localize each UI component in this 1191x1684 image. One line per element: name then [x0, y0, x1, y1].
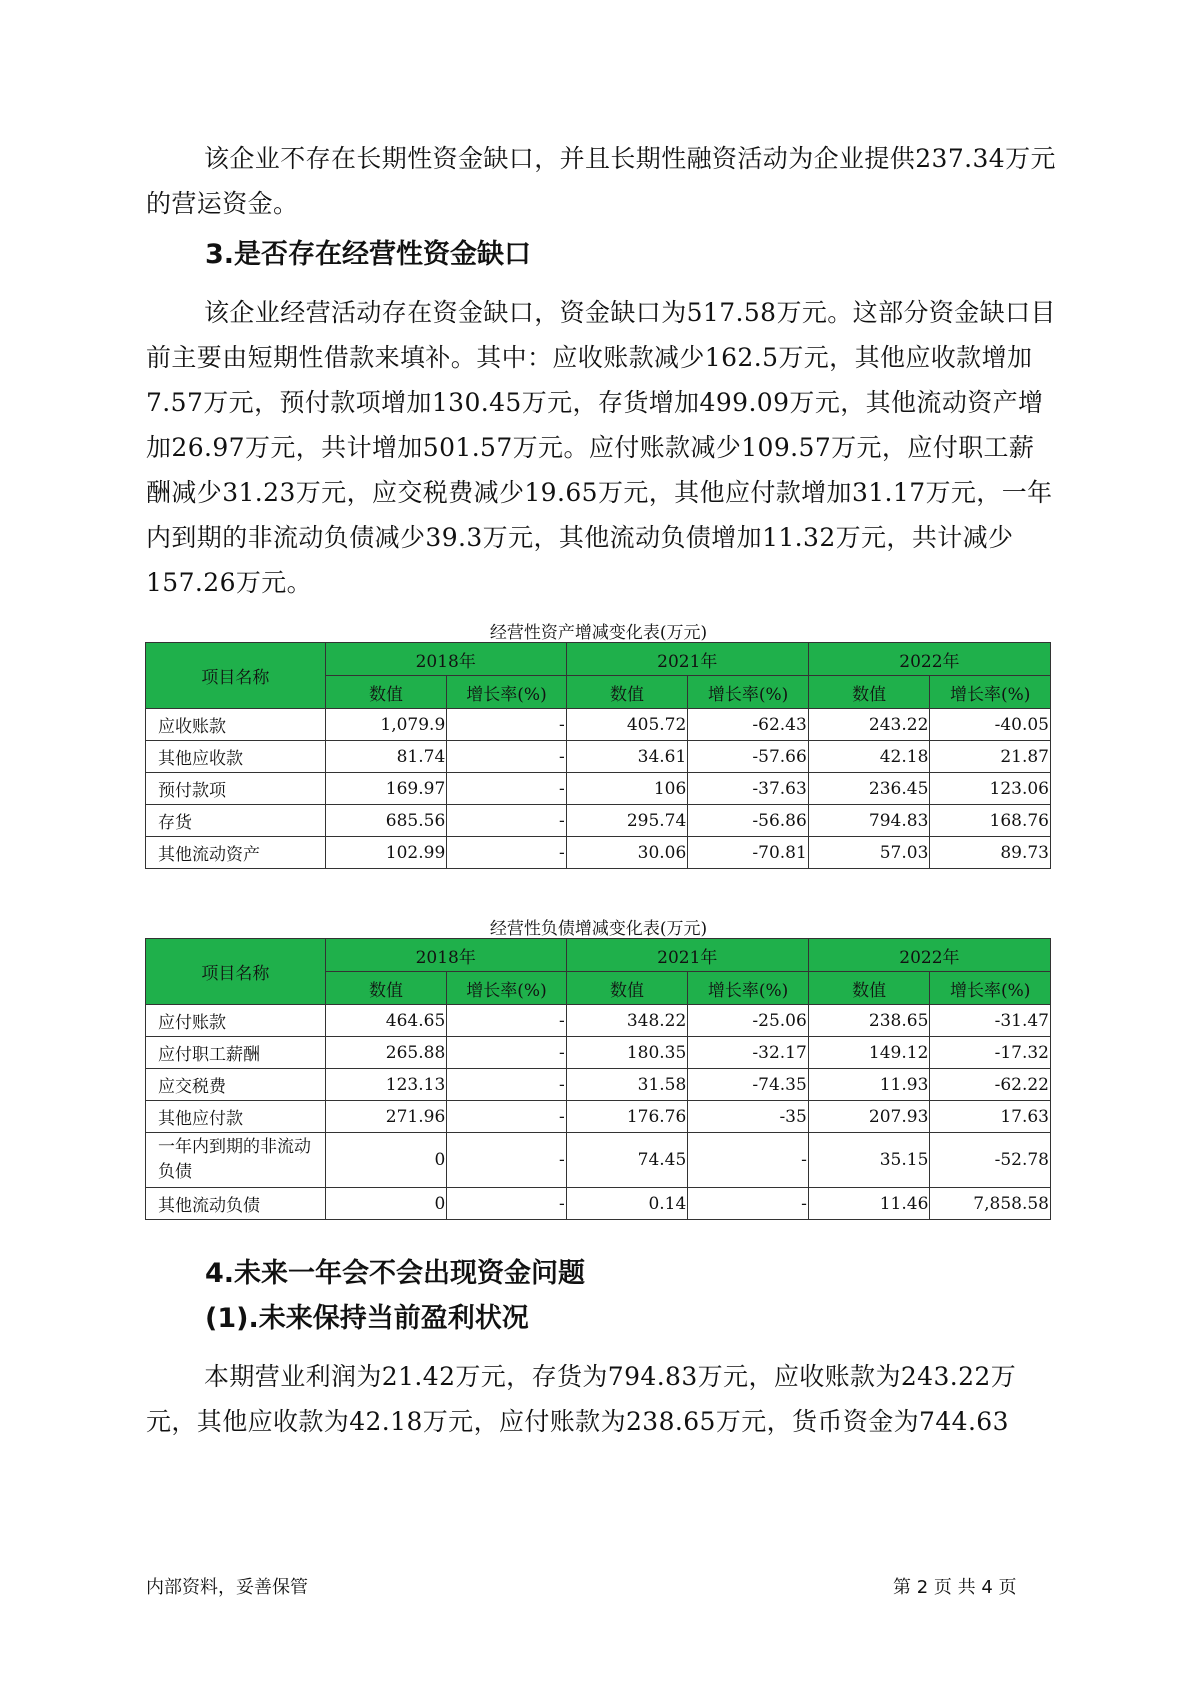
footer-confidential: 内部资料，妥善保管 — [146, 1577, 308, 1598]
header-value: 数值 — [566, 676, 688, 709]
liability-change-table — [145, 938, 1051, 1220]
table-cell: - — [447, 1005, 566, 1037]
header-growth: 增长率(%) — [930, 972, 1051, 1005]
footer-page-number: 第 2 页 共 4 页 — [893, 1577, 1017, 1598]
header-year-2018: 2018年 — [325, 939, 566, 972]
table-row — [146, 773, 1051, 805]
table-cell: 243.22 — [808, 709, 930, 741]
table-row — [146, 1005, 1051, 1037]
table-cell: 74.45 — [566, 1133, 688, 1188]
table-cell: 21.87 — [930, 741, 1051, 773]
header-value: 数值 — [566, 972, 688, 1005]
header-value: 数值 — [325, 676, 447, 709]
table-row — [146, 1101, 1051, 1133]
table-cell: 265.88 — [325, 1037, 447, 1069]
table-cell: 31.58 — [566, 1069, 688, 1101]
row-label: 其他应收款 — [146, 741, 326, 773]
table-cell: 106 — [566, 773, 688, 805]
table-cell: 176.76 — [566, 1101, 688, 1133]
header-growth: 增长率(%) — [930, 676, 1051, 709]
table-cell: 464.65 — [325, 1005, 447, 1037]
table-cell: - — [447, 741, 566, 773]
row-label: 应收账款 — [146, 709, 326, 741]
table-cell: -56.86 — [688, 805, 809, 837]
table-cell: 102.99 — [325, 837, 447, 869]
table-cell: 0 — [325, 1188, 447, 1220]
header-growth: 增长率(%) — [688, 972, 809, 1005]
table-row — [146, 741, 1051, 773]
table-cell: 30.06 — [566, 837, 688, 869]
table-cell: - — [688, 1133, 809, 1188]
table-cell: 123.13 — [325, 1069, 447, 1101]
table-cell: 42.18 — [808, 741, 930, 773]
table-cell: 180.35 — [566, 1037, 688, 1069]
table-cell: 207.93 — [808, 1101, 930, 1133]
header-year-2022: 2022年 — [808, 643, 1050, 676]
table-cell: 794.83 — [808, 805, 930, 837]
table-cell: 123.06 — [930, 773, 1051, 805]
header-year-2022: 2022年 — [808, 939, 1050, 972]
table-cell: - — [447, 773, 566, 805]
table-cell: - — [447, 709, 566, 741]
row-label: 其他流动负债 — [146, 1188, 326, 1220]
heading-current-profit: (1).未来保持当前盈利状况 — [205, 1303, 529, 1334]
row-label: 其他应付款 — [146, 1101, 326, 1133]
paragraph-operating-gap: 该企业经营活动存在资金缺口，资金缺口为517.58万元。这部分资金缺口目前主要由短期性借款来填补。其中：应收账款减少162.5万元，其他应收款增加7.57万元，预付款项增加130.45万元，存货增加499.09万元，其他流动资产增加26.97万元，共计增加501.57万元。应付账款减少109.57万元，应付职工薪酬减少31.23万元，应交税费减少19.65万元，其他应付款增加31.17万元，一年内到期的非流动负债减少39.3万元，其他流动负债增加11.32万元，共计减少157.26万元。 — [146, 298, 1056, 597]
table-cell: - — [447, 837, 566, 869]
table-cell: -17.32 — [930, 1037, 1051, 1069]
table-row — [146, 805, 1051, 837]
row-label: 其他流动资产 — [146, 837, 326, 869]
table-cell: - — [447, 1101, 566, 1133]
table-cell: 168.76 — [930, 805, 1051, 837]
table-cell: 0 — [325, 1133, 447, 1188]
liability-table-caption: 经营性负债增减变化表(万元) — [489, 919, 708, 939]
table-cell: - — [447, 1133, 566, 1188]
table-cell: 11.46 — [808, 1188, 930, 1220]
row-label: 一年内到期的非流动负债 — [146, 1133, 326, 1188]
table-cell: -32.17 — [688, 1037, 809, 1069]
table-cell: -25.06 — [688, 1005, 809, 1037]
table-cell: -35 — [688, 1101, 809, 1133]
table-cell: 35.15 — [808, 1133, 930, 1188]
table-cell: 17.63 — [930, 1101, 1051, 1133]
table-cell: - — [688, 1188, 809, 1220]
table-cell: 295.74 — [566, 805, 688, 837]
row-label: 预付款项 — [146, 773, 326, 805]
table-cell: 57.03 — [808, 837, 930, 869]
header-item-name: 项目名称 — [146, 939, 326, 1005]
table-cell: -37.63 — [688, 773, 809, 805]
header-growth: 增长率(%) — [447, 676, 566, 709]
asset-table-caption: 经营性资产增减变化表(万元) — [489, 623, 708, 643]
table-row — [146, 1037, 1051, 1069]
table-cell: - — [447, 1069, 566, 1101]
table-cell: 7,858.58 — [930, 1188, 1051, 1220]
paragraph-long-term-funding: 该企业不存在长期性资金缺口，并且长期性融资活动为企业提供237.34万元的营运资金。 — [146, 144, 1056, 218]
table-cell: -74.35 — [688, 1069, 809, 1101]
header-value: 数值 — [808, 972, 930, 1005]
table-row — [146, 1188, 1051, 1220]
table-cell: 271.96 — [325, 1101, 447, 1133]
table-cell: - — [447, 805, 566, 837]
table-cell: 169.97 — [325, 773, 447, 805]
heading-operating-gap: 3.是否存在经营性资金缺口 — [205, 239, 532, 270]
header-value: 数值 — [808, 676, 930, 709]
table-cell: 236.45 — [808, 773, 930, 805]
header-year-2021: 2021年 — [566, 643, 808, 676]
table-row — [146, 837, 1051, 869]
header-growth: 增长率(%) — [688, 676, 809, 709]
table-cell: 89.73 — [930, 837, 1051, 869]
row-label: 应交税费 — [146, 1069, 326, 1101]
row-label: 应付职工薪酬 — [146, 1037, 326, 1069]
table-cell: -62.22 — [930, 1069, 1051, 1101]
table-cell: 0.14 — [566, 1188, 688, 1220]
table-cell: -31.47 — [930, 1005, 1051, 1037]
table-cell: 238.65 — [808, 1005, 930, 1037]
table-row — [146, 1069, 1051, 1101]
header-value: 数值 — [325, 972, 447, 1005]
table-cell: 11.93 — [808, 1069, 930, 1101]
table-cell: - — [447, 1037, 566, 1069]
table-cell: 685.56 — [325, 805, 447, 837]
row-label: 应付账款 — [146, 1005, 326, 1037]
heading-future-funding: 4.未来一年会不会出现资金问题 — [205, 1258, 586, 1289]
table-cell: 149.12 — [808, 1037, 930, 1069]
table-cell: -62.43 — [688, 709, 809, 741]
table-cell: 348.22 — [566, 1005, 688, 1037]
table-cell: - — [447, 1188, 566, 1220]
table-row — [146, 709, 1051, 741]
table-cell: 34.61 — [566, 741, 688, 773]
table-cell: 405.72 — [566, 709, 688, 741]
table-row — [146, 1133, 1051, 1188]
table-cell: -57.66 — [688, 741, 809, 773]
asset-change-table — [145, 642, 1051, 869]
table-cell: -70.81 — [688, 837, 809, 869]
table-cell: 1,079.9 — [325, 709, 447, 741]
header-growth: 增长率(%) — [447, 972, 566, 1005]
table-cell: -40.05 — [930, 709, 1051, 741]
table-cell: -52.78 — [930, 1133, 1051, 1188]
header-item-name: 项目名称 — [146, 643, 326, 709]
header-year-2021: 2021年 — [566, 939, 808, 972]
table-cell: 81.74 — [325, 741, 447, 773]
header-year-2018: 2018年 — [325, 643, 566, 676]
paragraph-current-profit: 本期营业利润为21.42万元，存货为794.83万元，应收账款为243.22万元，其他应收款为42.18万元，应付账款为238.65万元，货币资金为744.63 — [146, 1362, 1017, 1436]
row-label: 存货 — [146, 805, 326, 837]
